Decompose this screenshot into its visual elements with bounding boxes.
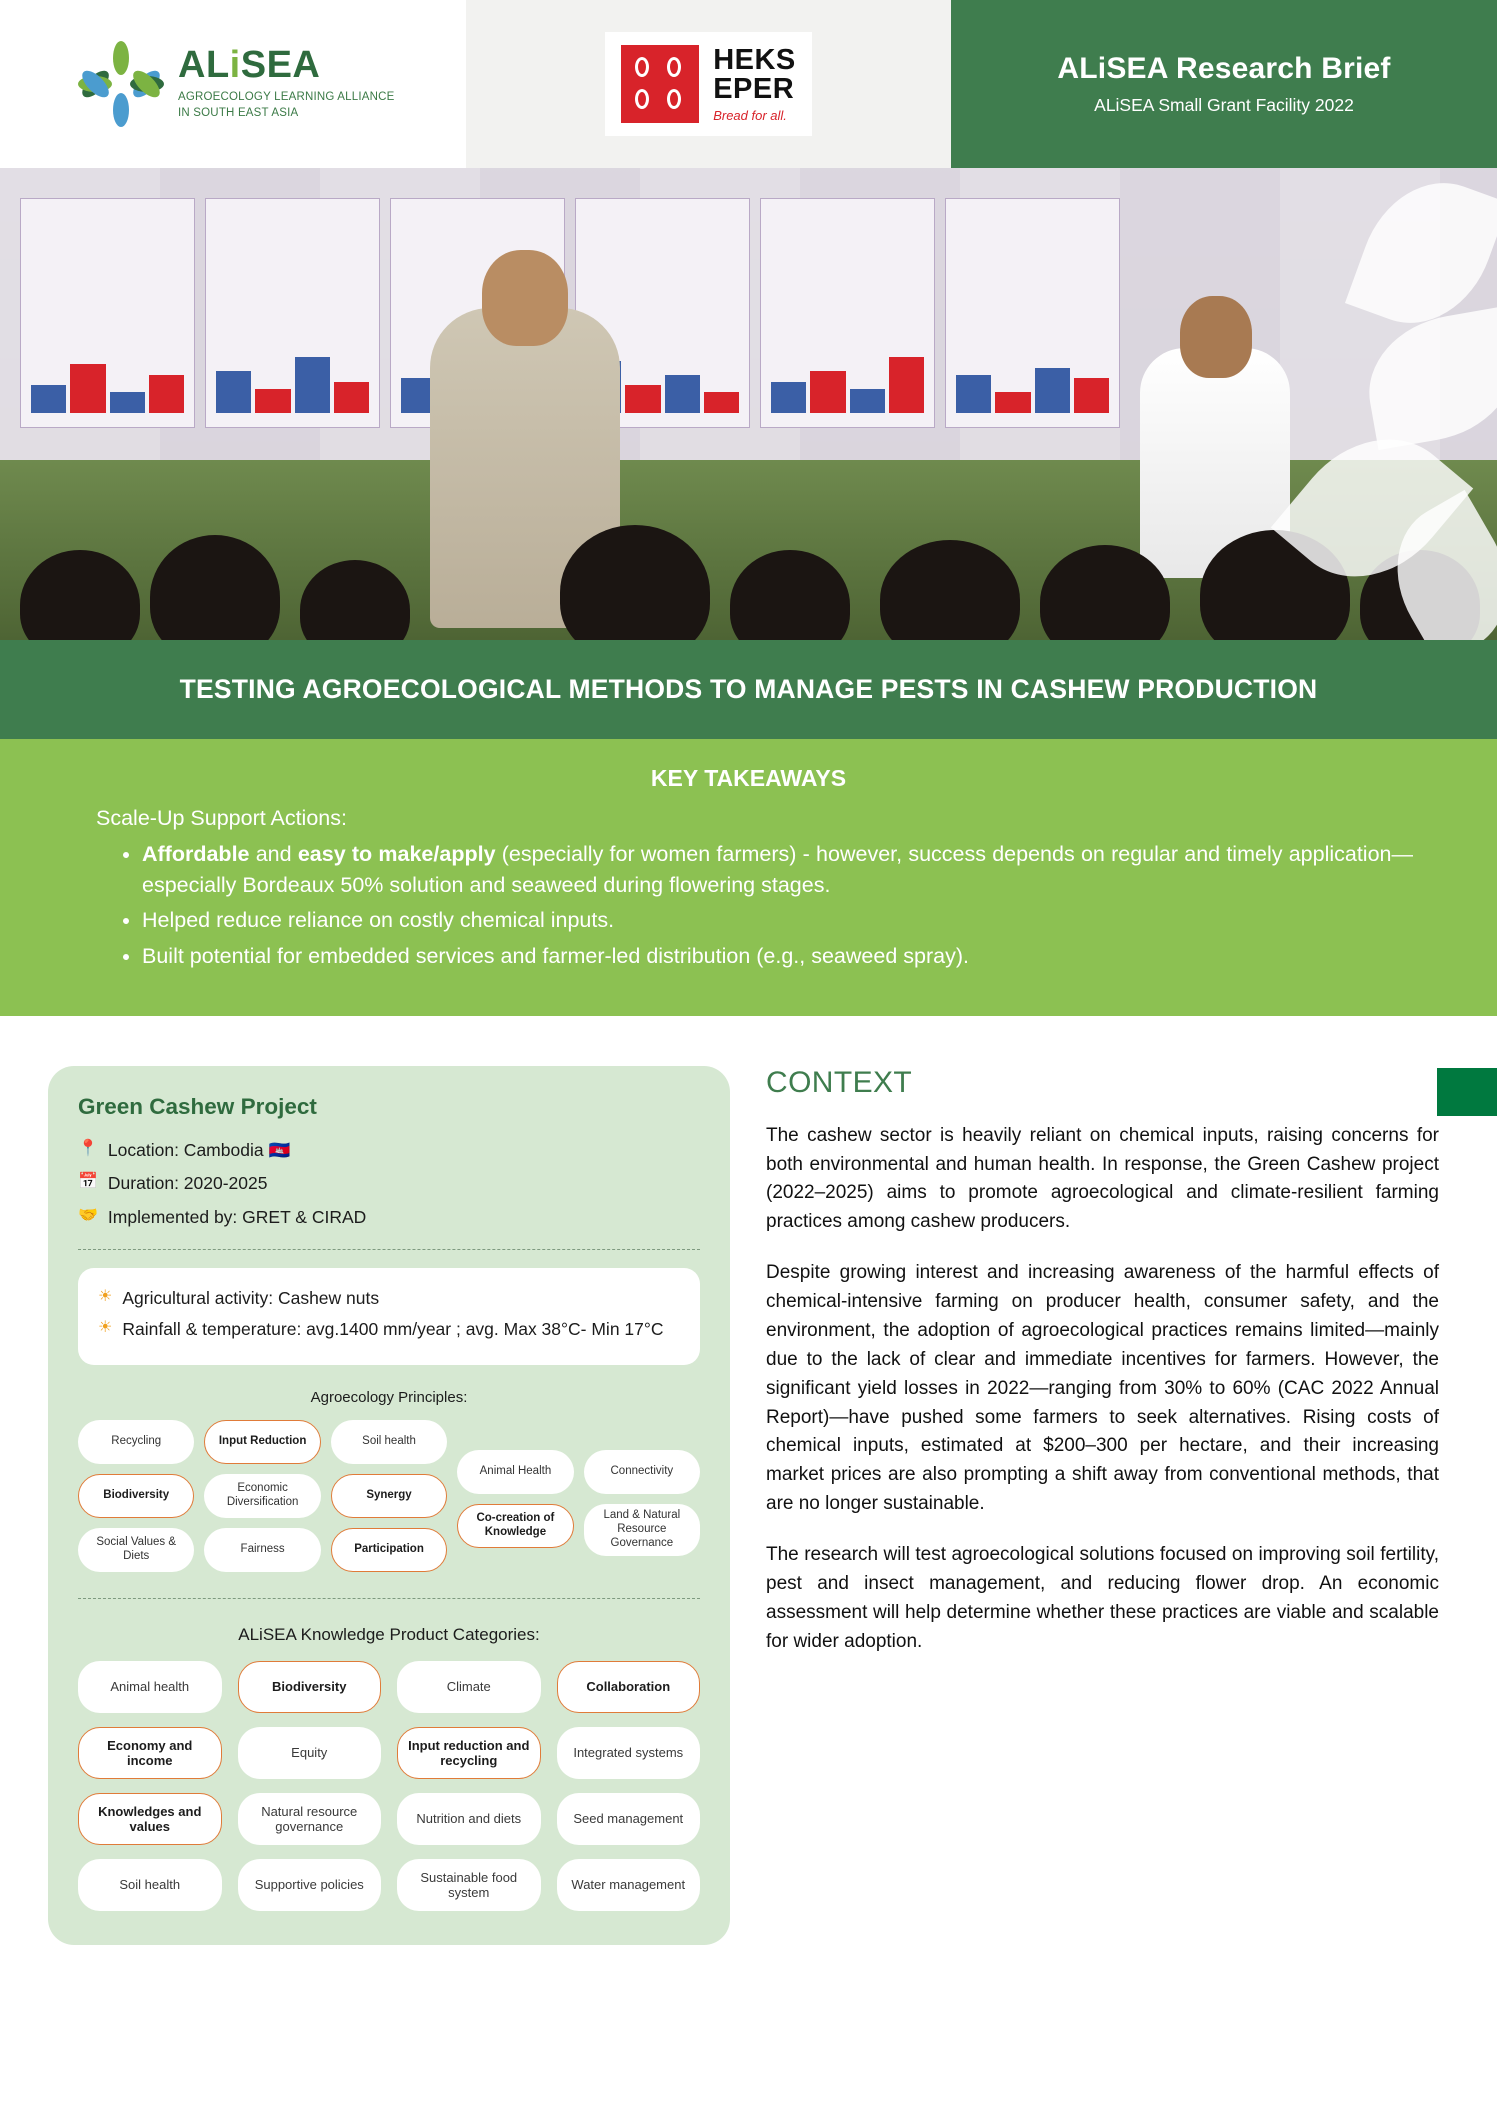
alisea-flower-icon (78, 41, 164, 127)
takeaway-bold-1: Affordable (142, 842, 250, 866)
principle-pill: Co-creation of Knowledge (457, 1504, 573, 1548)
knowledge-product: Integrated systems (557, 1727, 701, 1779)
alisea-logo (78, 41, 395, 127)
divider (78, 1249, 700, 1250)
calendar-icon: 📅 (78, 1173, 98, 1191)
knowledge-product: Economy and income (78, 1727, 222, 1779)
knowledge-product: Natural resource governance (238, 1793, 382, 1845)
project-details-box (78, 1268, 700, 1365)
header-partner-area (466, 0, 951, 168)
principle-pill: Participation (331, 1528, 447, 1572)
principle-pill: Animal Health (457, 1450, 573, 1494)
project-implementer-text: Implemented by: GRET & CIRAD (107, 1206, 367, 1227)
knowledge-product: Collaboration (557, 1661, 701, 1713)
context-paragraph: Despite growing interest and increasing awareness of the harmful effects of chemical-intensive farming on producer health, consumer safety, and the environment, the adoption of agroecological practices remains limited—mainly due to the lack of clear and immediate incentives for farmers. However, the significant yield losses in 2022—ranging from 30% to 60% (CAC 2022 Annual Report)—have pushed some farmers to seek alternatives. Rising costs of chemical inputs, estimated at $200–300 per hectare, and their increasing market prices are also prompting a shift away from conventional methods, that are no longer sustainable. (766, 1262, 1439, 1515)
alisea-tagline (178, 90, 395, 121)
heks-grain-icon (621, 45, 699, 123)
takeaway-rest: (especially for women farmers) - however, success depends on regular and timely application—especially Bordeaux 50% solution and seaweed during flowering stages. (142, 842, 1413, 898)
project-card (48, 1066, 730, 1946)
project-activity-text: Agricultural activity: Cashew nuts (122, 1288, 380, 1309)
list-item: • Helped reduce reliance on costly chemical inputs. (142, 905, 1441, 936)
context-paragraph: The cashew sector is heavily reliant on chemical inputs, raising concerns for both environmental and human health. In response, the Green Cashew project (2022–2025) aims to promote agroecological and climate-resilient farming practices among cashew producers. (766, 1124, 1439, 1233)
knowledge-product: Soil health (78, 1859, 222, 1911)
principle-pill: Economic Diversification (204, 1474, 320, 1518)
sun-icon: ☀ (98, 1318, 113, 1336)
alisea-tagline-line1: AGROECOLOGY LEARNING ALLIANCE (178, 91, 395, 104)
poster-chart (20, 198, 195, 428)
poster-chart (760, 198, 935, 428)
heks-eper-logo (605, 32, 812, 136)
project-column (0, 1066, 730, 1946)
key-takeaways-list (142, 839, 1441, 972)
project-climate-row (98, 1317, 680, 1342)
knowledge-product: Water management (557, 1859, 701, 1911)
project-location-row (78, 1138, 700, 1163)
corner-tab (1437, 1068, 1497, 1116)
knowledge-product: Climate (397, 1661, 541, 1713)
principle-pill: Connectivity (584, 1450, 700, 1494)
principle-pill: Biodiversity (78, 1474, 194, 1518)
knowledge-product: Supportive policies (238, 1859, 382, 1911)
knowledge-products-label: ALiSEA Knowledge Product Categories: (238, 1625, 540, 1645)
heks-wordmark (713, 46, 796, 122)
context-column (730, 1066, 1497, 1946)
key-takeaways-heading: KEY TAKEAWAYS (650, 765, 847, 791)
brief-subtitle: ALiSEA Small Grant Facility 2022 (1094, 95, 1354, 115)
list-item (142, 839, 1441, 901)
alisea-wordmark (178, 46, 395, 121)
heks-line1: HEKS (713, 44, 796, 76)
handshake-icon: 🤝 (78, 1206, 98, 1224)
principle-pill: Soil health (331, 1420, 447, 1464)
takeaway-mid: and (249, 842, 298, 866)
project-title: Green Cashew Project (78, 1093, 317, 1119)
location-pin-icon: 📍 (78, 1139, 98, 1157)
knowledge-product: Seed management (557, 1793, 701, 1845)
agroecology-principles-label: Agroecology Principles: (310, 1389, 468, 1407)
principles-column-4 (457, 1450, 573, 1548)
principles-column-3 (331, 1420, 447, 1572)
poster-chart (205, 198, 380, 428)
context-paragraph: The research will test agroecological solutions focused on improving soil fertility, pest and insect management, and reducing flower drop. An economic assessment will help determine whether these practices are viable and scalable for wider adoption. (766, 1544, 1439, 1652)
project-duration-row (78, 1171, 700, 1196)
sun-icon: ☀ (98, 1288, 113, 1306)
project-climate-text: Rainfall & temperature: avg.1400 mm/year ; avg. Max 38°C- Min 17°C (122, 1318, 664, 1339)
heks-line2: EPER (713, 73, 795, 105)
context-heading: CONTEXT (766, 1065, 913, 1099)
principle-pill: Social Values & Diets (78, 1528, 194, 1572)
project-duration-text: Duration: 2020-2025 (107, 1173, 268, 1194)
knowledge-product: Animal health (78, 1661, 222, 1713)
hero-leaf-overlay (1267, 168, 1497, 640)
project-location-text: Location: Cambodia 🇰🇭 (107, 1139, 291, 1160)
header-brief-banner (951, 0, 1497, 168)
page-header (0, 0, 1497, 168)
page-title: TESTING AGROECOLOGICAL METHODS TO MANAGE PESTS IN CASHEW PRODUCTION (0, 640, 1497, 739)
list-item: • Built potential for embedded services and farmer-led distribution (e.g., seaweed spray). (142, 941, 1441, 972)
key-takeaways-section (0, 739, 1497, 1016)
principle-pill: Input Reduction (204, 1420, 320, 1464)
knowledge-product: Nutrition and diets (397, 1793, 541, 1845)
agroecology-principles-grid (78, 1420, 700, 1572)
takeaway-bold-2: easy to make/apply (297, 842, 496, 866)
poster-chart (945, 198, 1120, 428)
header-logo-area (0, 0, 466, 168)
principles-column-1 (78, 1420, 194, 1572)
principle-pill: Recycling (78, 1420, 194, 1464)
knowledge-product: Knowledges and values (78, 1793, 222, 1845)
knowledge-product: Sustainable food system (397, 1859, 541, 1911)
project-implementer-row (78, 1205, 700, 1230)
key-takeaways-lead: Scale-Up Support Actions: (96, 806, 347, 830)
principle-pill: Fairness (204, 1528, 320, 1572)
principle-pill: Land & Natural Resource Governance (584, 1504, 700, 1555)
principle-pill: Synergy (331, 1474, 447, 1518)
brief-title: ALiSEA Research Brief (1057, 52, 1391, 85)
knowledge-product: Input reduction and recycling (397, 1727, 541, 1779)
heks-tagline: Bread for all. (713, 108, 787, 123)
knowledge-product: Biodiversity (238, 1661, 382, 1713)
knowledge-product: Equity (238, 1727, 382, 1779)
project-activity-row (98, 1286, 680, 1311)
body-content (0, 1016, 1497, 1946)
divider (78, 1598, 700, 1599)
alisea-tagline-line2: IN SOUTH EAST ASIA (178, 107, 299, 119)
knowledge-products-grid (78, 1661, 700, 1911)
hero-photo (0, 168, 1497, 640)
principles-column-2 (204, 1420, 320, 1572)
alisea-name: ALiSEA (178, 44, 321, 87)
principles-column-5 (584, 1450, 700, 1555)
